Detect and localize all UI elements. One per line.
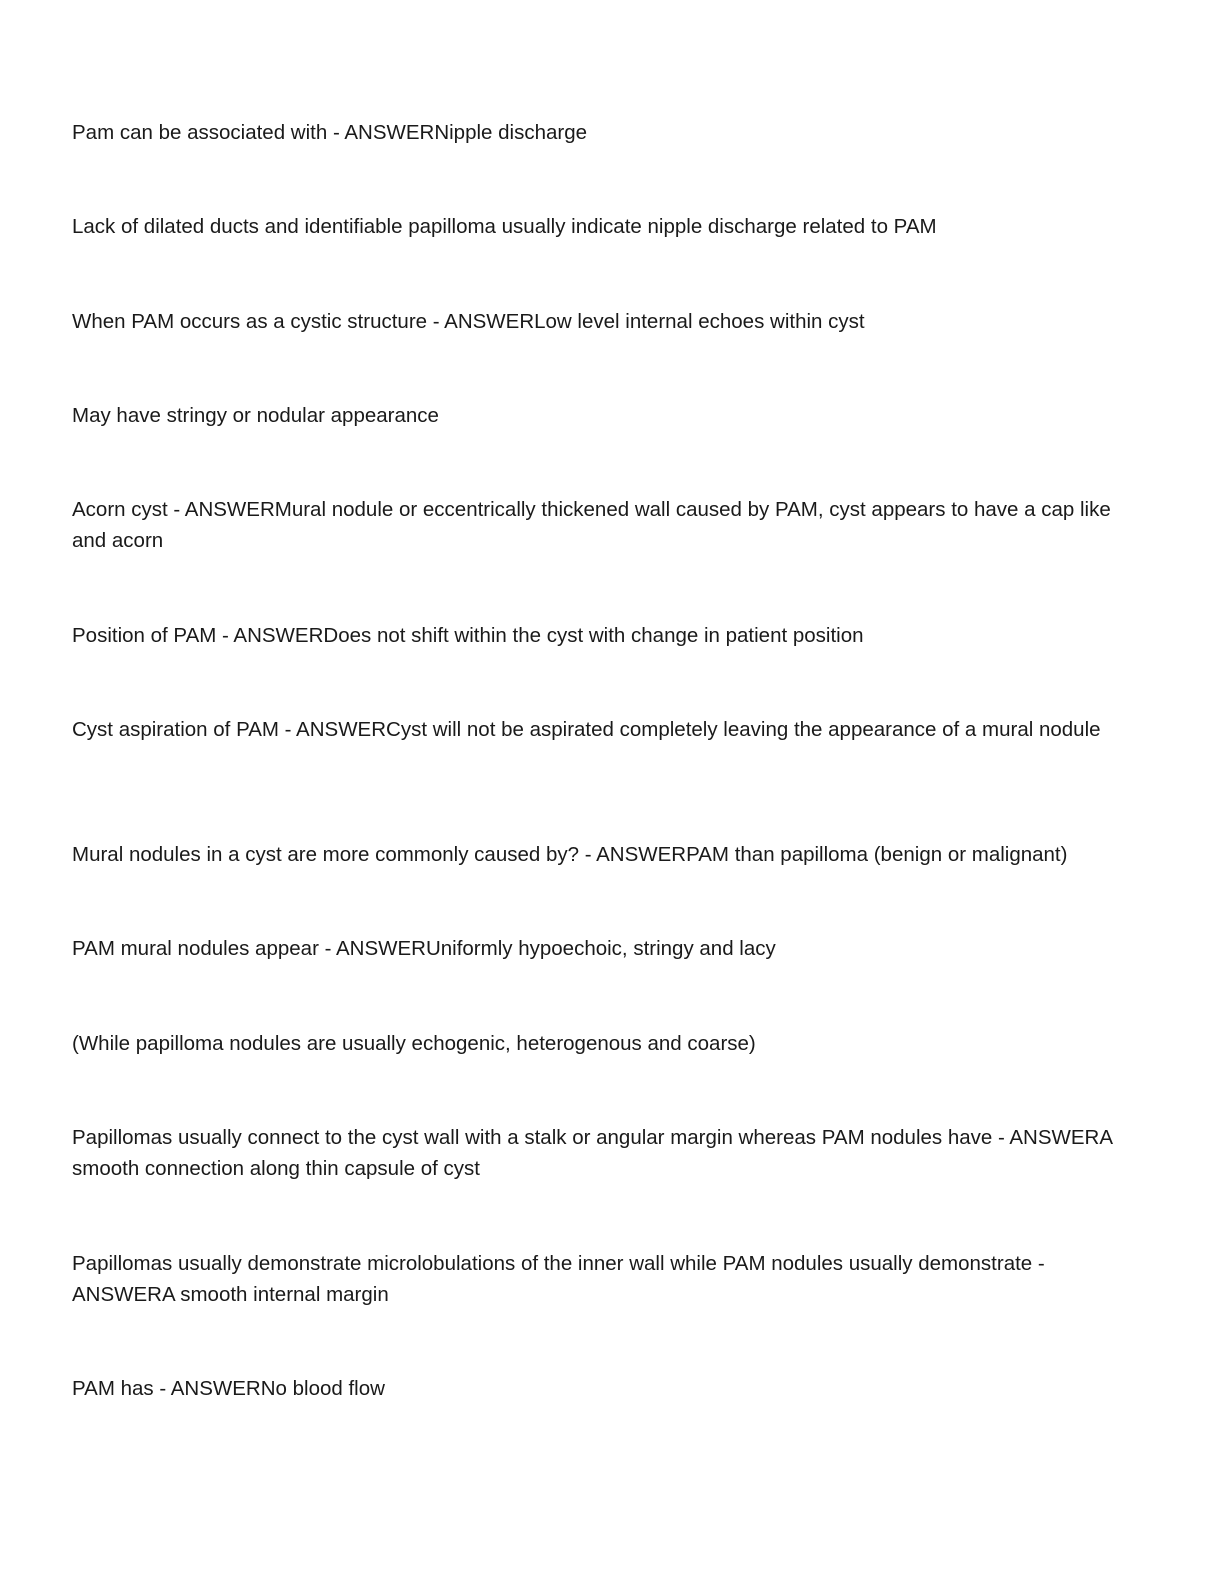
paragraph-9: PAM mural nodules appear - ANSWERUniformly hypoechoic, stringy and lacy bbox=[72, 937, 776, 960]
paragraph-5: Acorn cyst - ANSWERMural nodule or eccentrically thickened wall caused by PAM, cyst appears to have a cap like and acorn bbox=[72, 498, 1111, 552]
paragraph-11: Papillomas usually connect to the cyst wall with a stalk or angular margin whereas PAM nodules have - ANSWERA smooth connection along thin capsule of cyst bbox=[72, 1126, 1112, 1180]
paragraph-2: Lack of dilated ducts and identifiable papilloma usually indicate nipple discharge related to PAM bbox=[72, 215, 937, 238]
paragraph-6: Position of PAM - ANSWERDoes not shift within the cyst with change in patient position bbox=[72, 624, 864, 647]
paragraph-7: Cyst aspiration of PAM - ANSWERCyst will not be aspirated completely leaving the appearance of a mural nodule bbox=[72, 718, 1101, 741]
paragraph-10: (While papilloma nodules are usually echogenic, heterogenous and coarse) bbox=[72, 1032, 756, 1055]
paragraph-4: May have stringy or nodular appearance bbox=[72, 404, 439, 427]
paragraph-3: When PAM occurs as a cystic structure - ANSWERLow level internal echoes within cyst bbox=[72, 310, 865, 333]
paragraph-8: Mural nodules in a cyst are more commonly caused by? - ANSWERPAM than papilloma (benign or malignant) bbox=[72, 843, 1068, 866]
paragraph-12: Papillomas usually demonstrate microlobulations of the inner wall while PAM nodules usually demonstrate - ANSWERA smooth internal margin bbox=[72, 1252, 1045, 1306]
paragraph-13: PAM has - ANSWERNo blood flow bbox=[72, 1377, 385, 1400]
paragraph-1: Pam can be associated with - ANSWERNipple discharge bbox=[72, 121, 588, 144]
